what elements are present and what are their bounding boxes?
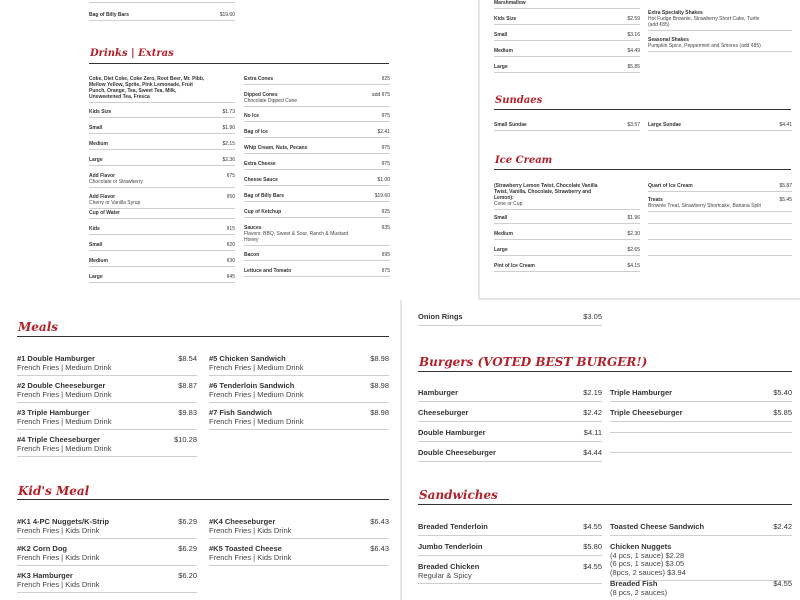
item-name: Small — [89, 125, 103, 131]
item-name: Large — [89, 157, 103, 163]
item-name: Pint of Ice Cream — [494, 263, 535, 269]
item-price: ¢25 — [381, 209, 390, 215]
item-price: $4.44 — [583, 448, 602, 457]
item-price: $2.59 — [627, 16, 640, 22]
item-name: Dipped Cones — [244, 92, 278, 98]
menu-item — [610, 429, 792, 433]
menu-item — [648, 10, 792, 31]
item-price: $5.85 — [627, 64, 640, 70]
menu-item — [648, 253, 792, 256]
menu-item — [244, 209, 390, 218]
menu-page-drinks — [0, 0, 478, 300]
item-description: (8 pcs, 2 sauces) — [610, 587, 668, 597]
item-price: $5.80 — [583, 542, 602, 551]
menu-item — [89, 141, 235, 150]
item-price: $6.43 — [370, 517, 389, 526]
item-price: $5.45 — [779, 197, 792, 203]
item-name: Bag of Billy Bars — [244, 193, 285, 199]
item-price: ¢75 — [226, 173, 235, 179]
item-price: $2.65 — [627, 247, 640, 253]
item-name: Whip Cream, Nuts, Pecans — [244, 145, 308, 151]
section-heading-ice-cream: Ice Cream — [495, 155, 553, 166]
menu-item — [209, 409, 389, 430]
item-name: Triple Hamburger — [610, 388, 673, 397]
menu-item — [494, 64, 640, 73]
menu-item — [209, 355, 389, 376]
menu-item — [244, 225, 390, 246]
item-name: Jumbo Tenderloin — [418, 542, 483, 551]
item-name: #5 Chicken Sandwich — [209, 354, 286, 363]
menu-item — [244, 193, 390, 202]
item-price: $3.16 — [627, 32, 640, 38]
item-price: $1.00 — [377, 177, 390, 183]
item-price: $5.40 — [773, 388, 792, 397]
item-name: Medium — [494, 231, 513, 237]
item-description: Pumpkin Spice, Peppermint and Smores (add ¢85) — [648, 43, 761, 49]
item-name: Large Sundae — [648, 122, 682, 128]
item-price: ¢75 — [381, 113, 390, 119]
menu-item — [89, 12, 235, 21]
item-price: $8.98 — [370, 381, 389, 390]
item-name: #2 Double Cheeseburger — [17, 381, 106, 390]
section-heading-kids-meal: Kid's Meal — [18, 484, 90, 498]
menu-item — [610, 449, 792, 453]
menu-item — [89, 109, 235, 118]
item-price: $2.41 — [377, 129, 390, 135]
item-price: $10.28 — [174, 435, 197, 444]
item-description: Cherry or Vanilla Syrup — [89, 200, 141, 206]
item-name: Medium — [89, 258, 108, 264]
item-name: Hamburger — [418, 388, 459, 397]
menu-item — [418, 563, 602, 584]
item-price: $6.20 — [178, 571, 197, 580]
item-price: $2.42 — [583, 408, 602, 417]
item-price: add ¢75 — [371, 92, 390, 98]
item-description: Chocolate or Strawberry — [89, 179, 143, 185]
item-name: No Ice — [244, 113, 260, 119]
item-name: Seasonal Shakes — [648, 37, 689, 43]
item-description: French Fries | Medium Drink — [17, 389, 112, 399]
item-name: Cup of Water — [89, 210, 120, 216]
menu-item — [89, 194, 235, 209]
item-name: #6 Tenderloin Sandwich — [209, 381, 295, 390]
item-price: $4.11 — [583, 428, 602, 437]
item-price: $1.96 — [627, 215, 640, 221]
menu-item — [494, 16, 640, 25]
menu-item — [17, 355, 197, 376]
menu-item — [418, 313, 602, 326]
item-name: Add Flavor — [89, 194, 116, 200]
item-description: French Fries | Medium Drink — [17, 443, 112, 453]
menu-item — [209, 382, 389, 403]
heading-divider — [418, 371, 792, 372]
menu-item — [494, 122, 640, 131]
menu-item — [89, 76, 235, 103]
item-description: Chocolate Dipped Cone — [244, 98, 298, 104]
item-name: Large — [494, 247, 508, 253]
heading-divider — [494, 169, 791, 170]
menu-item — [648, 183, 792, 192]
item-name: #K2 Corn Dog — [17, 544, 68, 553]
item-price: ¢35 — [381, 225, 390, 231]
menu-item — [244, 177, 390, 186]
item-price: ¢50 — [226, 194, 235, 200]
item-name: Large — [89, 274, 103, 280]
item-name: Small — [89, 242, 103, 248]
item-price: $8.98 — [370, 354, 389, 363]
item-price: $8.87 — [178, 381, 197, 390]
item-price: $2.30 — [627, 231, 640, 237]
item-name: #K5 Toasted Cheese — [209, 544, 282, 553]
item-price: $19.60 — [219, 12, 235, 18]
item-description: French Fries | Medium Drink — [17, 416, 112, 426]
item-description: (4 pcs, 1 sauce) $2.28 (6 pcs, 1 sauce) $3.05 (8pcs, 2 sauces) $3.94 — [610, 550, 686, 577]
menu-item — [648, 37, 792, 52]
item-price: $1.73 — [222, 109, 235, 115]
item-price: $6.29 — [178, 544, 197, 553]
item-name: Bacon — [244, 252, 260, 258]
item-name: Bag of Ice — [244, 129, 268, 135]
menu-item — [648, 122, 792, 131]
item-name: Treats — [648, 197, 663, 203]
item-description: Regular & Spicy — [418, 570, 472, 580]
menu-item — [89, 242, 235, 251]
item-name: Kids Size — [89, 109, 112, 115]
section-heading-drinks: Drinks | Extras — [90, 48, 174, 59]
section-heading-burgers: Burgers (VOTED BEST BURGER!) — [419, 355, 648, 369]
menu-item — [494, 183, 640, 210]
menu-item — [89, 173, 235, 188]
item-price: $2.42 — [773, 522, 792, 531]
item-description: Hot Fudge Brownie, Strawberry Short Cake, Turtle (add ¢85) — [648, 16, 760, 28]
item-price: ¢75 — [381, 145, 390, 151]
item-price: $9.83 — [178, 408, 197, 417]
heading-divider — [89, 63, 389, 64]
item-price: $4.41 — [779, 122, 792, 128]
item-price: ¢75 — [381, 268, 390, 274]
menu-item — [17, 545, 197, 566]
item-name: #7 Fish Sandwich — [209, 408, 272, 417]
menu-item — [418, 409, 602, 422]
item-name: #4 Triple Cheeseburger — [17, 435, 100, 444]
heading-divider — [494, 109, 791, 110]
menu-item — [17, 518, 197, 539]
item-name: Kids — [89, 226, 100, 232]
menu-item — [244, 113, 390, 122]
menu-item — [418, 543, 602, 556]
item-price: $3.57 — [627, 122, 640, 128]
heading-divider — [418, 504, 792, 505]
item-description: Flavors: BBQ, Sweet & Sour, Ranch & Mustard Honey — [244, 231, 349, 243]
item-price: $1.90 — [222, 125, 235, 131]
item-name: Onion Rings — [418, 312, 463, 321]
menu-item — [418, 389, 602, 402]
menu-item — [418, 429, 602, 442]
menu-item — [244, 129, 390, 138]
menu-item — [494, 32, 640, 41]
menu-page-burgers — [402, 300, 800, 600]
menu-item — [244, 268, 390, 277]
menu-item — [648, 197, 792, 212]
item-name: #K4 Cheeseburger — [209, 517, 276, 526]
item-description: French Fries | Kids Drink — [17, 525, 100, 535]
heading-divider — [17, 499, 389, 500]
menu-item — [610, 580, 792, 600]
item-price: $8.54 — [178, 354, 197, 363]
menu-item — [89, 0, 235, 3]
menu-item — [494, 0, 640, 9]
item-name: Lettuce and Tomato — [244, 268, 292, 274]
item-price: $8.98 — [370, 408, 389, 417]
item-description: French Fries | Medium Drink — [209, 362, 304, 372]
item-price: $19.60 — [374, 193, 390, 199]
item-name: Breaded Tenderloin — [418, 522, 488, 531]
menu-item — [494, 215, 640, 224]
section-heading-sundaes: Sundaes — [495, 95, 543, 106]
item-name: #3 Triple Hamburger — [17, 408, 90, 417]
menu-item — [648, 237, 792, 240]
item-description: French Fries | Medium Drink — [209, 416, 304, 426]
item-name: #1 Double Hamburger — [17, 354, 95, 363]
item-name: Sauces — [244, 225, 262, 231]
item-price: $2.36 — [222, 157, 235, 163]
menu-item — [494, 48, 640, 57]
item-name: Quart of Ice Cream — [648, 183, 693, 189]
item-name: Triple Cheeseburger — [610, 408, 683, 417]
section-heading-meals: Meals — [18, 320, 59, 334]
menu-item — [89, 226, 235, 235]
menu-item — [89, 258, 235, 267]
item-price: ¢75 — [381, 161, 390, 167]
item-price: $4.55 — [773, 579, 792, 588]
menu-item — [89, 125, 235, 134]
menu-item — [244, 92, 390, 107]
menu-item — [89, 274, 235, 283]
item-name: Breaded Fish — [610, 579, 658, 588]
item-price: $5.85 — [773, 408, 792, 417]
item-name: Cheeseburger — [418, 408, 469, 417]
item-name: Small — [494, 32, 508, 38]
item-name: Small Sundae — [494, 122, 527, 128]
item-price: $2.19 — [583, 388, 602, 397]
item-name: Extra Cheese — [244, 161, 276, 167]
menu-item — [89, 157, 235, 166]
item-name: #K3 Hamburger — [17, 571, 73, 580]
item-price: $5.87 — [779, 183, 792, 189]
menu-item — [89, 210, 235, 219]
menu-page-desserts — [480, 0, 800, 298]
item-name: Medium — [494, 48, 513, 54]
item-description: French Fries | Medium Drink — [17, 362, 112, 372]
item-description: French Fries | Kids Drink — [17, 579, 100, 589]
menu-item — [494, 263, 640, 272]
menu-item — [17, 436, 197, 457]
item-name: Large — [494, 64, 508, 70]
menu-item — [418, 523, 602, 536]
item-price: ¢45 — [226, 274, 235, 280]
item-name: Extra Cones — [244, 76, 274, 82]
item-name: Double Cheeseburger — [418, 448, 496, 457]
item-price: $6.43 — [370, 544, 389, 553]
item-price: $2.15 — [222, 141, 235, 147]
menu-item — [610, 389, 792, 402]
item-description: French Fries | Kids Drink — [209, 525, 292, 535]
item-name: Bag of Billy Bars — [89, 12, 130, 18]
item-name: Kids Size — [494, 16, 517, 22]
menu-item — [17, 572, 197, 593]
item-description: French Fries | Medium Drink — [209, 389, 304, 399]
item-name: Double Hamburger — [418, 428, 486, 437]
item-name: Cheese Sauce — [244, 177, 278, 183]
section-heading-sandwiches: Sandwiches — [419, 488, 498, 502]
menu-item — [648, 221, 792, 224]
menu-page-meals — [0, 300, 400, 600]
item-price: $4.55 — [583, 562, 602, 571]
item-price: $4.15 — [627, 263, 640, 269]
heading-divider — [17, 336, 389, 337]
menu-item — [244, 252, 390, 261]
menu-item — [17, 409, 197, 430]
item-name: Add Flavor — [89, 173, 116, 179]
item-description: French Fries | Kids Drink — [17, 552, 100, 562]
item-name: #K1 4-PC Nuggets/K-Strip — [17, 517, 110, 526]
menu-item — [610, 523, 792, 536]
menu-item — [244, 145, 390, 154]
menu-item — [610, 543, 792, 581]
item-description: Brownie Treat, Strawberry Shortcake, Banana Split — [648, 203, 761, 209]
item-price: ¢20 — [226, 242, 235, 248]
item-price: $4.49 — [627, 48, 640, 54]
item-name: (Strawberry Lemon Twist, Chocolate Vanilla Twist, Vanilla, Chocolate, Strawberry and Lemon): — [494, 183, 598, 201]
item-name: Extra Specialty Shakes — [648, 10, 703, 16]
item-name: Small — [494, 215, 508, 221]
menu-item — [209, 518, 389, 539]
menu-item — [610, 409, 792, 422]
menu-item — [17, 382, 197, 403]
menu-item — [494, 231, 640, 240]
item-price: ¢30 — [226, 258, 235, 264]
item-price: $4.55 — [583, 522, 602, 531]
item-name: Toasted Cheese Sandwich — [610, 522, 705, 531]
item-price: ¢25 — [381, 76, 390, 82]
item-name: Breaded Chicken — [418, 562, 480, 571]
item-name: Chicken Nuggets — [610, 542, 672, 551]
item-price: ¢15 — [226, 226, 235, 232]
item-name: Medium — [89, 141, 108, 147]
menu-item — [209, 545, 389, 566]
item-name: Cup of Ketchup — [244, 209, 282, 215]
item-description: French Fries | Kids Drink — [209, 552, 292, 562]
menu-item — [418, 449, 602, 462]
menu-item — [244, 161, 390, 170]
item-name: Coke, Diet Coke, Coke Zero, Root Beer, Mr. Pibb, Mellow Yellow, Sprite, Pink Lemonade, Fruit Punch, Orange, Tea, Sweet Tea, Milk, Unsweetened Tea, Fresca — [89, 76, 205, 100]
item-price: $3.05 — [583, 312, 602, 321]
item-price: ¢95 — [381, 252, 390, 258]
item-price: $6.29 — [178, 517, 197, 526]
menu-item — [494, 247, 640, 256]
item-description: Cone or Cup — [494, 201, 523, 207]
menu-item — [244, 76, 390, 85]
item-name: Marshmallow — [494, 0, 526, 6]
